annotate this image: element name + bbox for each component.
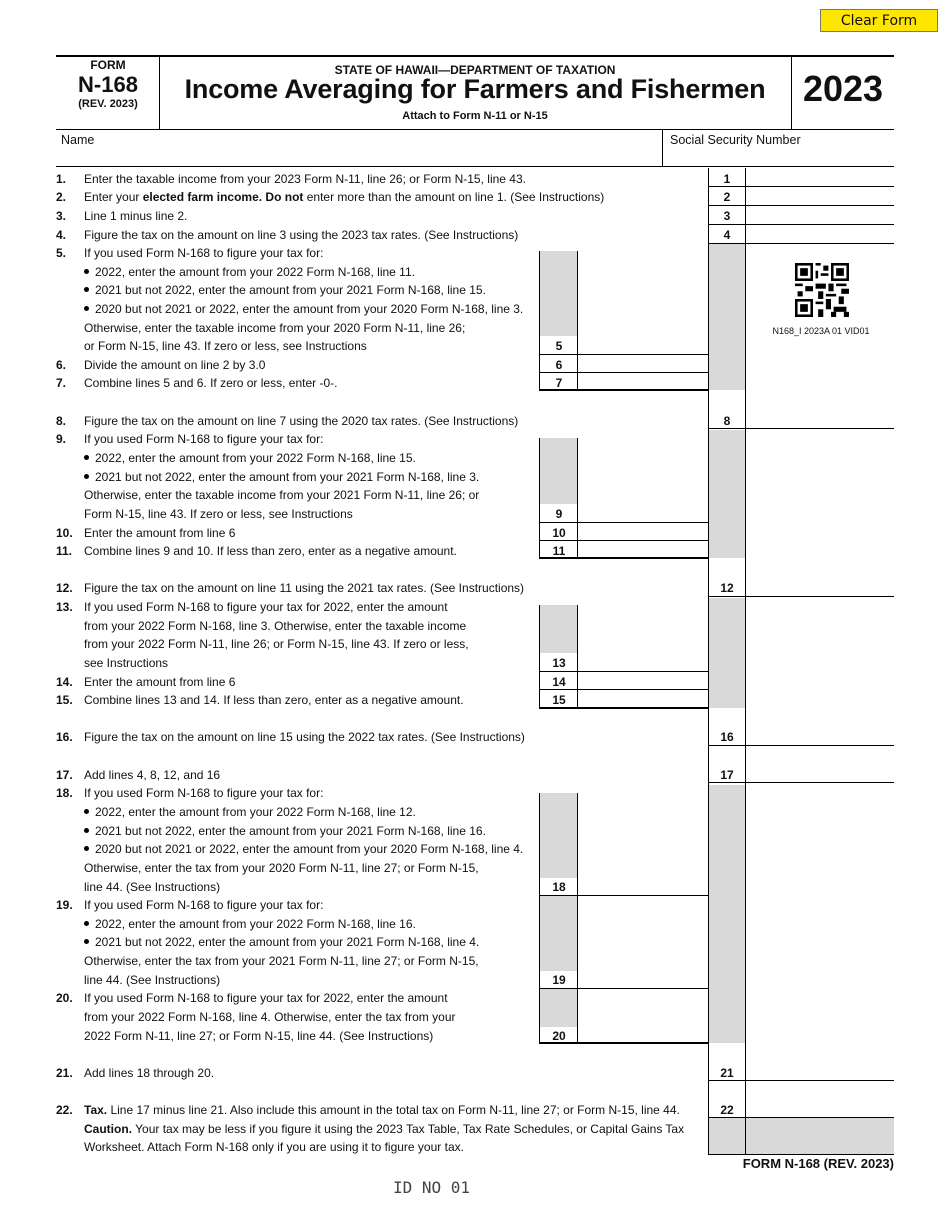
line-13-number: 13. xyxy=(56,600,73,614)
line-22-input[interactable] xyxy=(748,1101,892,1117)
line-5-b1: 2022, enter the amount from your 2022 Form N-168, line 11. xyxy=(95,265,415,279)
line-22-caution xyxy=(84,1122,684,1136)
line-4-number: 4. xyxy=(56,228,67,242)
rule-l17 xyxy=(708,782,894,783)
line-9-bullet-1 xyxy=(84,451,416,465)
line-10-input[interactable] xyxy=(580,524,706,540)
line-5-bullet-3 xyxy=(84,302,523,316)
line-8-input[interactable] xyxy=(748,412,892,428)
line-2-pre: Enter your xyxy=(84,190,143,204)
line-5-bullet-1 xyxy=(84,265,415,279)
inner-col-d-right xyxy=(577,793,578,1043)
line-7-box: 7 xyxy=(555,376,563,390)
bullet-icon xyxy=(84,455,89,460)
inner-col-d-left xyxy=(539,793,540,1043)
line-13-text-4: see Instructions xyxy=(84,656,169,670)
line-22-bold: Tax. xyxy=(84,1103,108,1117)
rule-l16 xyxy=(708,745,894,746)
line-6-text: Divide the amount on line 2 by 3.0 xyxy=(84,358,266,372)
tax-year: 2023 xyxy=(802,68,884,109)
line-20-text-1: If you used Form N-168 to figure your tax for 2022, enter the amount xyxy=(84,991,448,1005)
line-18-b2: 2021 but not 2022, enter the amount from your 2021 Form N-168, line 16. xyxy=(95,824,486,838)
right-col-rule-left xyxy=(708,168,709,1154)
shade-box5 xyxy=(540,251,578,336)
line-10-text: Enter the amount from line 6 xyxy=(84,526,236,540)
ssn-input[interactable] xyxy=(668,148,890,164)
line-19-otherwise-2: line 44. (See Instructions) xyxy=(84,973,221,987)
line-2-box: 2 xyxy=(723,190,731,204)
line-8-box: 8 xyxy=(723,414,731,428)
line-17-input[interactable] xyxy=(748,766,892,782)
shade-box13 xyxy=(540,605,578,653)
line-19-intro: If you used Form N-168 to figure your tax for: xyxy=(84,898,324,912)
line-5-input[interactable] xyxy=(580,337,706,353)
line-9-number: 9. xyxy=(56,432,67,446)
barcode-caption: N168_I 2023A 01 VID01 xyxy=(772,326,870,336)
line-15-number: 15. xyxy=(56,693,73,707)
line-9-box: 9 xyxy=(555,507,563,521)
rule-l8 xyxy=(708,428,894,429)
bullet-icon xyxy=(84,939,89,944)
name-label: Name xyxy=(61,133,95,147)
line-13-text-2: from your 2022 Form N-168, line 3. Otherwise, enter the taxable income xyxy=(84,619,467,633)
line-22-caution-text: Your tax may be less if you figure it using the 2023 Tax Table, Tax Rate Schedules, or Capital Gains Tax xyxy=(132,1122,685,1136)
line-18-intro: If you used Form N-168 to figure your tax for: xyxy=(84,786,324,800)
line-11-input[interactable] xyxy=(580,542,706,558)
shade-box20 xyxy=(540,989,578,1027)
bullet-icon xyxy=(84,846,89,851)
bullet-icon xyxy=(84,809,89,814)
line-3-number: 3. xyxy=(56,209,67,223)
line-15-text: Combine lines 13 and 14. If less than zero, enter as a negative amount. xyxy=(84,693,464,707)
bullet-icon xyxy=(84,921,89,926)
clear-form-button[interactable]: Clear Form xyxy=(820,9,938,32)
line-5-otherwise-1: Otherwise, enter the taxable income from your 2020 Form N-11, line 26; xyxy=(84,321,466,335)
line-18-number: 18. xyxy=(56,786,73,800)
footer-form-ref: FORM N-168 (REV. 2023) xyxy=(742,1156,894,1171)
line-20-box: 20 xyxy=(552,1029,566,1043)
rule-l12 xyxy=(708,596,894,597)
form-label: FORM xyxy=(90,58,126,72)
line-9-otherwise-1: Otherwise, enter the taxable income from your 2021 Form N-11, line 26; or xyxy=(84,488,480,502)
line-22-caution-2: Worksheet. Attach Form N-168 only if you are using it to figure your tax. xyxy=(84,1140,464,1154)
line-13-text-1: If you used Form N-168 to figure your tax for 2022, enter the amount xyxy=(84,600,448,614)
shade-box18 xyxy=(540,793,578,878)
shade-col-a xyxy=(709,244,745,390)
rule-l18 xyxy=(539,895,709,896)
name-input[interactable] xyxy=(60,148,656,164)
line-1-input[interactable] xyxy=(748,170,892,186)
attach-note: Attach to Form N-11 or N-15 xyxy=(402,110,548,122)
line-11-number: 11. xyxy=(56,544,73,558)
line-9-intro: If you used Form N-168 to figure your tax for: xyxy=(84,432,324,446)
line-7-text: Combine lines 5 and 6. If zero or less, enter -0-. xyxy=(84,376,338,390)
line-9-input[interactable] xyxy=(580,505,706,521)
line-5-otherwise-2: or Form N-15, line 43. If zero or less, see Instructions xyxy=(84,339,367,353)
rule-l5 xyxy=(539,354,709,355)
line-3-box: 3 xyxy=(723,209,731,223)
line-9-bullet-2 xyxy=(84,470,479,484)
line-19-b2: 2021 but not 2022, enter the amount from your 2021 Form N-168, line 4. xyxy=(95,935,480,949)
line-5-intro: If you used Form N-168 to figure your tax for: xyxy=(84,246,324,260)
line-1-text: Enter the taxable income from your 2023 Form N-11, line 26; or Form N-15, line 43. xyxy=(84,172,526,186)
rule-l3 xyxy=(708,224,894,225)
line-18-b1: 2022, enter the amount from your 2022 Form N-168, line 12. xyxy=(95,805,416,819)
line-16-box: 16 xyxy=(720,730,734,744)
line-9-otherwise-2: Form N-15, line 43. If zero or less, see Instructions xyxy=(84,507,353,521)
line-14-text: Enter the amount from line 6 xyxy=(84,675,236,689)
form-number: N-168 xyxy=(78,72,138,97)
line-12-text: Figure the tax on the amount on line 11 using the 2021 tax rates. (See Instructions) xyxy=(84,581,525,595)
line-18-box: 18 xyxy=(552,880,566,894)
rule-l19 xyxy=(539,988,709,989)
line-10-box: 10 xyxy=(552,526,566,540)
line-6-box: 6 xyxy=(555,358,563,372)
line-20-input[interactable] xyxy=(580,1027,706,1043)
rule-l10 xyxy=(539,540,709,541)
line-12-number: 12. xyxy=(56,581,73,595)
bullet-icon xyxy=(84,306,89,311)
bullet-icon xyxy=(84,287,89,292)
right-col-rule-mid xyxy=(745,168,746,1154)
line-21-text: Add lines 18 through 20. xyxy=(84,1066,215,1080)
qr-code-icon xyxy=(795,263,849,317)
line-20-text-2: from your 2022 Form N-168, line 4. Otherwise, enter the tax from your xyxy=(84,1010,456,1024)
line-4-input[interactable] xyxy=(748,226,892,242)
name-row-rule xyxy=(56,166,894,167)
line-7-number: 7. xyxy=(56,376,67,390)
line-2-number: 2. xyxy=(56,190,67,204)
line-22-body: Line 17 minus line 21. Also include this amount in the total tax on Form N-11, line 27; or Form N-15, line 44. xyxy=(107,1103,680,1117)
shade-box19 xyxy=(540,896,578,971)
rule-l1 xyxy=(708,186,894,187)
line-10-number: 10. xyxy=(56,526,73,540)
line-14-input[interactable] xyxy=(580,673,706,689)
line-19-box: 19 xyxy=(552,973,566,987)
line-19-number: 19. xyxy=(56,898,73,912)
line-19-input[interactable] xyxy=(580,971,706,987)
line-22-caution-bold: Caution. xyxy=(84,1122,132,1136)
line-6-number: 6. xyxy=(56,358,67,372)
line-8-number: 8. xyxy=(56,414,67,428)
rule-l14 xyxy=(539,689,709,690)
line-18-bullet-2 xyxy=(84,824,486,838)
rule-bottom xyxy=(708,1154,894,1155)
header-top-rule xyxy=(56,55,894,57)
line-5-b3: 2020 but not 2021 or 2022, enter the amount from your 2020 Form N-168, line 3. xyxy=(95,302,524,316)
line-18-input[interactable] xyxy=(580,878,706,894)
footer-id-number: ID NO 01 xyxy=(393,1178,471,1197)
line-2-text xyxy=(84,190,604,204)
line-18-b3: 2020 but not 2021 or 2022, enter the amount from your 2020 Form N-168, line 4. xyxy=(95,842,524,856)
line-22-text xyxy=(84,1103,680,1117)
line-21-box: 21 xyxy=(720,1066,734,1080)
line-15-box: 15 xyxy=(552,693,566,707)
line-19-bullet-1 xyxy=(84,917,416,931)
rule-l13 xyxy=(539,671,709,672)
ssn-label: Social Security Number xyxy=(670,133,801,147)
rule-l22 xyxy=(708,1117,894,1118)
line-5-b2: 2021 but not 2022, enter the amount from your 2021 Form N-168, line 15. xyxy=(95,283,486,297)
bullet-icon xyxy=(84,828,89,833)
line-2-input[interactable] xyxy=(748,188,892,204)
line-13-text-3: from your 2022 Form N-11, line 26; or Form N-15, line 43. If zero or less, xyxy=(84,637,469,651)
line-21-input[interactable] xyxy=(748,1064,892,1080)
line-18-bullet-3 xyxy=(84,842,523,856)
agency-name: STATE OF HAWAII—DEPARTMENT OF TAXATION xyxy=(334,63,616,77)
line-20-text-3: 2022 Form N-11, line 27; or Form N-15, line 44. (See Instructions) xyxy=(84,1029,434,1043)
line-18-bullet-1 xyxy=(84,805,416,819)
header-bottom-rule xyxy=(56,129,894,130)
shade-col-b xyxy=(709,430,745,558)
line-17-box: 17 xyxy=(720,768,734,782)
line-12-box: 12 xyxy=(720,581,734,595)
line-8-text: Figure the tax on the amount on line 7 using the 2020 tax rates. (See Instructions) xyxy=(84,414,519,428)
line-16-text: Figure the tax on the amount on line 15 using the 2022 tax rates. (See Instructions) xyxy=(84,730,525,744)
line-4-text: Figure the tax on the amount on line 3 using the 2023 tax rates. (See Instructions) xyxy=(84,228,519,242)
line-5-bullet-2 xyxy=(84,283,486,297)
shade-line22-bottom xyxy=(709,1118,894,1154)
rule-l6 xyxy=(539,372,709,373)
line-7-input[interactable] xyxy=(580,374,706,390)
rule-l15 xyxy=(539,707,709,709)
rule-l4 xyxy=(708,243,894,244)
line-18-otherwise-1: Otherwise, enter the tax from your 2020 Form N-11, line 27; or Form N-15, xyxy=(84,861,479,875)
line-22-number: 22. xyxy=(56,1103,73,1117)
line-1-number: 1. xyxy=(56,172,67,186)
line-5-number: 5. xyxy=(56,246,67,260)
line-15-input[interactable] xyxy=(580,691,706,707)
rule-l21 xyxy=(708,1080,894,1081)
line-11-box: 11 xyxy=(552,544,566,558)
line-22-box: 22 xyxy=(720,1103,734,1117)
form-id-block xyxy=(56,58,160,110)
line-19-bullet-2 xyxy=(84,935,479,949)
line-1-box: 1 xyxy=(723,172,731,186)
rule-l2 xyxy=(708,205,894,206)
line-17-number: 17. xyxy=(56,768,73,782)
line-18-otherwise-2: line 44. (See Instructions) xyxy=(84,880,221,894)
line-13-box: 13 xyxy=(552,656,566,670)
line-16-input[interactable] xyxy=(748,728,892,744)
line-5-box: 5 xyxy=(555,339,563,353)
line-19-b1: 2022, enter the amount from your 2022 Form N-168, line 16. xyxy=(95,917,416,931)
line-17-text: Add lines 4, 8, 12, and 16 xyxy=(84,768,221,782)
line-6-input[interactable] xyxy=(580,356,706,372)
bullet-icon xyxy=(84,474,89,479)
line-14-box: 14 xyxy=(552,675,566,689)
line-21-number: 21. xyxy=(56,1066,73,1080)
line-2-post: enter more than the amount on line 1. (See Instructions) xyxy=(303,190,605,204)
rule-l9 xyxy=(539,522,709,523)
bullet-icon xyxy=(84,269,89,274)
form-revision: (REV. 2023) xyxy=(78,98,138,110)
line-13-input[interactable] xyxy=(580,654,706,670)
page-title: Income Averaging for Farmers and Fishermen xyxy=(184,74,766,104)
line-16-number: 16. xyxy=(56,730,73,744)
line-11-text: Combine lines 9 and 10. If less than zero, enter as a negative amount. xyxy=(84,544,457,558)
line-14-number: 14. xyxy=(56,675,73,689)
shade-box9 xyxy=(540,438,578,504)
line-9-b2: 2021 but not 2022, enter the amount from your 2021 Form N-168, line 3. xyxy=(95,470,480,484)
shade-col-c xyxy=(709,598,745,708)
line-4-box: 4 xyxy=(723,228,731,242)
line-12-input[interactable] xyxy=(748,579,892,595)
line-20-number: 20. xyxy=(56,991,73,1005)
shade-col-d xyxy=(709,785,745,1043)
name-ssn-divider xyxy=(662,130,663,167)
line-3-input[interactable] xyxy=(748,207,892,223)
line-3-text: Line 1 minus line 2. xyxy=(84,209,188,223)
line-19-otherwise-1: Otherwise, enter the tax from your 2021 Form N-11, line 27; or Form N-15, xyxy=(84,954,479,968)
line-2-bold: elected farm income. Do not xyxy=(142,190,304,204)
line-9-b1: 2022, enter the amount from your 2022 Form N-168, line 15. xyxy=(95,451,416,465)
